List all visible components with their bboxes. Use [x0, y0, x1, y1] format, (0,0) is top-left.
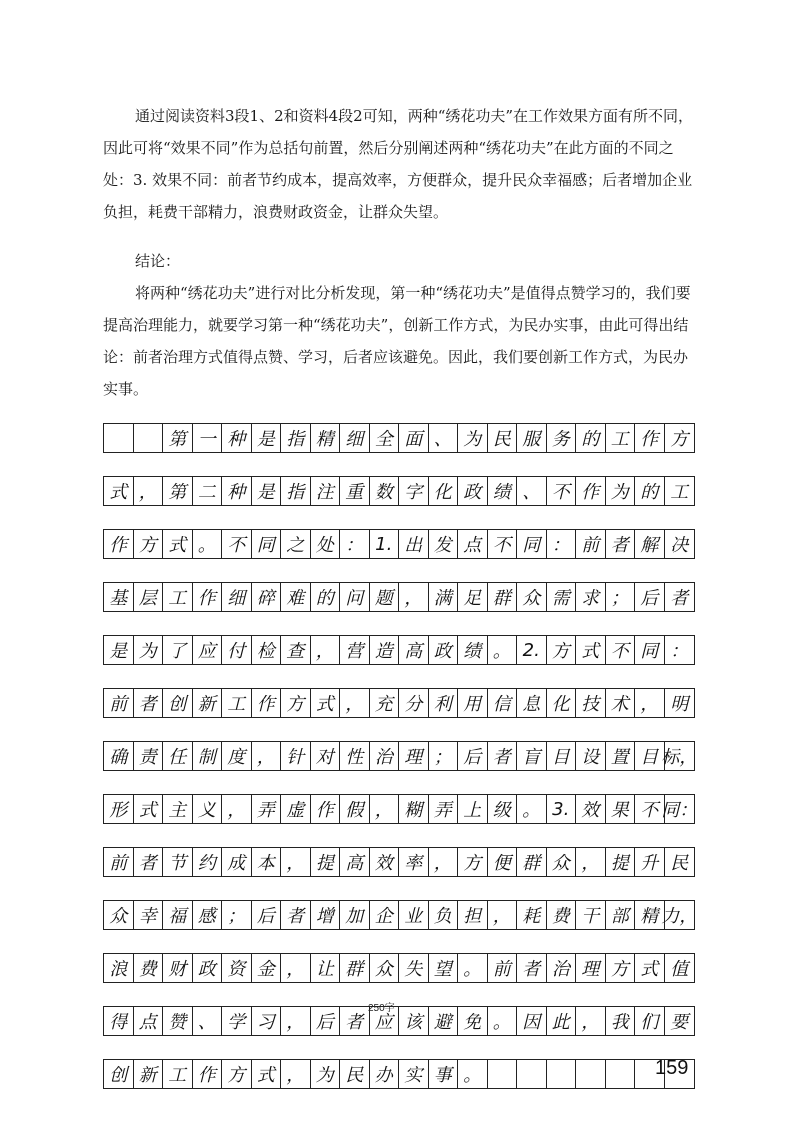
grid-cell: ， — [488, 901, 518, 929]
grid-cell: 求 — [576, 583, 606, 611]
grid-cell: 绩 — [488, 477, 518, 505]
grid-cell: 提 — [311, 848, 341, 876]
conclusion-label: 结论： — [135, 252, 181, 270]
grid-cell: 层 — [134, 583, 164, 611]
grid-cell: 成 — [222, 848, 252, 876]
grid-cell: 是 — [104, 636, 134, 664]
grid-cell: 失 — [399, 954, 429, 982]
grid-row — [103, 794, 698, 824]
grid-cell: ， — [281, 1007, 311, 1035]
grid-cell: 习 — [252, 1007, 282, 1035]
grid-cell: 者 — [134, 689, 164, 717]
grid-cell: 耗 — [517, 901, 547, 929]
grid-cell: 解 — [635, 530, 665, 558]
grid-cell: 数 — [370, 477, 400, 505]
grid-cell: 。 — [458, 1060, 488, 1088]
grid-cell: 们 — [635, 1007, 665, 1035]
grid-cell: 虚 — [281, 795, 311, 823]
grid-cell: 置 — [606, 742, 636, 770]
grid-cell: 方 — [670, 429, 689, 450]
grid-cell: 确 — [104, 742, 134, 770]
grid-cell: 新 — [134, 1060, 164, 1088]
grid-cell: 义 — [193, 795, 223, 823]
grid-cell: 者 — [606, 530, 636, 558]
grid-cell: 工 — [163, 1060, 193, 1088]
grid-cell: 设 — [576, 742, 606, 770]
grid-cell: 需 — [547, 583, 577, 611]
grid-cell: 营 — [340, 636, 370, 664]
grid-cell: ， — [576, 1007, 606, 1035]
grid-cell: 式 — [252, 1060, 282, 1088]
grid-cell: 望 — [429, 954, 459, 982]
grid-cell: 的 — [635, 477, 665, 505]
grid-cell: 方 — [547, 636, 577, 664]
grid-cell: ， — [311, 636, 341, 664]
grid-cell: 得 — [104, 1007, 134, 1035]
grid-cell: 二 — [193, 477, 223, 505]
grid-cell: 方 — [606, 954, 636, 982]
grid-cell: 全 — [370, 424, 400, 452]
grid-cell: 了 — [163, 636, 193, 664]
grid-cell: 的 — [576, 424, 606, 452]
grid-cell: 同 — [252, 530, 282, 558]
grid-cell: ， — [281, 1060, 311, 1088]
grid-cell: 为 — [606, 477, 636, 505]
grid-cell: 。 — [458, 954, 488, 982]
grid-cell: 点 — [134, 1007, 164, 1035]
grid-cell: 。 — [488, 636, 518, 664]
grid-cell: 值 — [670, 959, 689, 980]
grid-cell: ： — [340, 530, 370, 558]
grid-cell: ： — [670, 641, 689, 662]
grid-cell: 任 — [163, 742, 193, 770]
grid-cell: 治 — [547, 954, 577, 982]
grid-cell: 效 — [576, 795, 606, 823]
grid-cell: 不 — [547, 477, 577, 505]
grid-cell: 作 — [635, 424, 665, 452]
grid-cell: 便 — [488, 848, 518, 876]
grid-cell: 金 — [252, 954, 282, 982]
grid-cell: 不 — [222, 530, 252, 558]
grid-cell: 对 — [311, 742, 341, 770]
grid-cell: 是 — [252, 477, 282, 505]
grid-cell: 方 — [134, 530, 164, 558]
grid-cell: 部 — [606, 901, 636, 929]
grid-cell: 方 — [222, 1060, 252, 1088]
grid-cell: 后 — [458, 742, 488, 770]
grid-cell: 工 — [222, 689, 252, 717]
grid-cell: 度 — [222, 742, 252, 770]
grid-cell: 升 — [635, 848, 665, 876]
grid-cell — [134, 424, 164, 452]
grid-cell: 足 — [458, 583, 488, 611]
grid-cell: 用 — [458, 689, 488, 717]
grid-cell: 办 — [370, 1060, 400, 1088]
grid-cell: 点 — [458, 530, 488, 558]
grid-row — [103, 423, 695, 453]
grid-cell: 幸 — [134, 901, 164, 929]
grid-cell: 作 — [252, 689, 282, 717]
grid-cell: 因 — [517, 1007, 547, 1035]
grid-cell: 3. — [547, 795, 577, 823]
grid-cell: 政 — [429, 636, 459, 664]
grid-cell: 资 — [222, 954, 252, 982]
grid-cell: 为 — [134, 636, 164, 664]
grid-cell — [104, 424, 134, 452]
grid-cell: 方 — [281, 689, 311, 717]
grid-cell: 。 — [193, 530, 223, 558]
grid-cell: 应 — [370, 1007, 400, 1035]
grid-cell: ； — [429, 742, 459, 770]
grid-cell: 化 — [547, 689, 577, 717]
grid-cell: 干 — [576, 901, 606, 929]
grid-cell: 高 — [399, 636, 429, 664]
grid-cell: 充 — [370, 689, 400, 717]
grid-cell: 查 — [281, 636, 311, 664]
grid-cell: 前 — [488, 954, 518, 982]
grid-cell: ， — [635, 689, 665, 717]
grid-cell: 术 — [606, 689, 636, 717]
grid-cell: 感 — [193, 901, 223, 929]
grid-cell: 众 — [547, 848, 577, 876]
grid-cell: 分 — [399, 689, 429, 717]
grid-cell: 后 — [311, 1007, 341, 1035]
grid-cell: 高 — [340, 848, 370, 876]
grid-cell: 级 — [488, 795, 518, 823]
grid-cell: 民 — [670, 853, 689, 874]
grid-cell: 前 — [104, 689, 134, 717]
grid-cell: 式 — [104, 477, 134, 505]
grid-cell: 之 — [281, 530, 311, 558]
conclusion-paragraph: 将两种“绣花功夫”进行对比分析发现，第一种“绣花功夫”是值得点赞学习的，我们要提高治理能力，就要学习第一种“绣花功夫”，创新工作方式，为民办实事，由此可得出结论：前者治理方式值得点赞、学习，后者应该避免。因此，我们要创新工作方式，为民办实事。 — [103, 284, 691, 398]
grid-cell: 约 — [193, 848, 223, 876]
grid-cell: 息 — [517, 689, 547, 717]
grid-cell: 后 — [635, 583, 665, 611]
grid-cell: 作 — [104, 530, 134, 558]
grid-cell: 细 — [340, 424, 370, 452]
grid-cell: 创 — [163, 689, 193, 717]
grid-cell: 作 — [311, 795, 341, 823]
grid-cell: 众 — [104, 901, 134, 929]
page-number: 159 — [655, 1057, 689, 1079]
grid-cell: 要 — [670, 1012, 689, 1033]
grid-cell: 。 — [517, 795, 547, 823]
grid-cell: 付 — [222, 636, 252, 664]
grid-cell: 工 — [163, 583, 193, 611]
grid-cell: ， — [222, 795, 252, 823]
grid-cell: 前 — [576, 530, 606, 558]
grid-cell: 新 — [193, 689, 223, 717]
grid-row — [103, 900, 698, 930]
grid-cell: 第 — [163, 424, 193, 452]
grid-cell: 浪 — [104, 954, 134, 982]
grid-cell: 方 — [458, 848, 488, 876]
grid-cell: 者 — [281, 901, 311, 929]
grid-cell: 目 — [635, 742, 665, 770]
grid-cell: 为 — [311, 1060, 341, 1088]
grid-row — [103, 529, 695, 559]
grid-cell: 加 — [340, 901, 370, 929]
grid-cell: ， — [576, 848, 606, 876]
grid-cell: 费 — [134, 954, 164, 982]
grid-cell: 政 — [458, 477, 488, 505]
grid-cell: 前 — [104, 848, 134, 876]
grid-cell: 工 — [606, 424, 636, 452]
grid-cell: 制 — [193, 742, 223, 770]
grid-cell: 者 — [517, 954, 547, 982]
grid-cell: 增 — [311, 901, 341, 929]
grid-cell: 担 — [458, 901, 488, 929]
grid-cell: 业 — [399, 901, 429, 929]
grid-cell: 决 — [670, 535, 689, 556]
grid-cell: 技 — [576, 689, 606, 717]
grid-cell: 节 — [163, 848, 193, 876]
grid-row — [103, 847, 695, 877]
grid-cell: 治 — [370, 742, 400, 770]
grid-cell: 明 — [670, 694, 689, 715]
grid-cell: 精 — [311, 424, 341, 452]
grid-cell: 同 — [635, 636, 665, 664]
grid-cell: 弄 — [252, 795, 282, 823]
grid-cell: 1. — [370, 530, 400, 558]
grid-cell: 主 — [163, 795, 193, 823]
grid-cell: 一 — [193, 424, 223, 452]
grid-cell: 民 — [488, 424, 518, 452]
grid-cell: 为 — [458, 424, 488, 452]
grid-cell: 者 — [670, 588, 689, 609]
grid-cell: 政 — [193, 954, 223, 982]
grid-cell: 让 — [311, 954, 341, 982]
grid-cell: 众 — [370, 954, 400, 982]
grid-cell: 出 — [399, 530, 429, 558]
grid-cell: 指 — [281, 424, 311, 452]
grid-cell: 应 — [193, 636, 223, 664]
grid-cell: 力， — [661, 906, 698, 927]
grid-cell: 是 — [252, 424, 282, 452]
grid-cell: 不 — [488, 530, 518, 558]
grid-cell: 本 — [252, 848, 282, 876]
grid-cell — [606, 1060, 636, 1088]
grid-cell: ： — [547, 530, 577, 558]
grid-cell — [488, 1060, 518, 1088]
word-count: 250字 — [368, 1003, 395, 1014]
grid-cell: 重 — [340, 477, 370, 505]
grid-cell: 针 — [281, 742, 311, 770]
grid-row — [103, 476, 695, 506]
grid-row — [103, 1006, 695, 1036]
grid-cell: 不 — [635, 795, 665, 823]
grid-cell: 理 — [399, 742, 429, 770]
grid-cell: 作 — [576, 477, 606, 505]
grid-cell: 造 — [370, 636, 400, 664]
grid-cell — [576, 1060, 606, 1088]
grid-cell: 后 — [252, 901, 282, 929]
grid-cell: 式 — [635, 954, 665, 982]
grid-cell: 事 — [429, 1060, 459, 1088]
grid-cell: 碎 — [252, 583, 282, 611]
grid-row — [103, 953, 695, 983]
grid-cell: 。 — [488, 1007, 518, 1035]
grid-cell: 众 — [517, 583, 547, 611]
grid-cell: ， — [134, 477, 164, 505]
grid-cell: 同 — [517, 530, 547, 558]
grid-cell: 2. — [517, 636, 547, 664]
grid-cell: 理 — [576, 954, 606, 982]
grid-cell: 该 — [399, 1007, 429, 1035]
grid-cell: 形 — [104, 795, 134, 823]
grid-cell: 处 — [311, 530, 341, 558]
grid-cell: 种 — [222, 477, 252, 505]
grid-cell: 信 — [488, 689, 518, 717]
grid-cell: 标， — [661, 747, 698, 768]
grid-cell: 式 — [134, 795, 164, 823]
grid-cell: 财 — [163, 954, 193, 982]
grid-cell: 弄 — [429, 795, 459, 823]
grid-row — [103, 635, 695, 665]
grid-cell: 率 — [399, 848, 429, 876]
grid-row — [103, 741, 698, 771]
grid-cell: 难 — [281, 583, 311, 611]
grid-cell: 目 — [547, 742, 577, 770]
grid-cell: 作 — [193, 583, 223, 611]
grid-cell: 问 — [340, 583, 370, 611]
grid-cell: 、 — [429, 424, 459, 452]
grid-cell: ， — [370, 795, 400, 823]
grid-cell: 此 — [547, 1007, 577, 1035]
grid-cell: ， — [429, 848, 459, 876]
grid-cell: 面 — [399, 424, 429, 452]
grid-cell: 不 — [606, 636, 636, 664]
grid-cell: 同： — [661, 800, 698, 821]
grid-cell: 服 — [517, 424, 547, 452]
grid-cell: 者 — [488, 742, 518, 770]
grid-cell: 化 — [429, 477, 459, 505]
grid-cell: 式 — [163, 530, 193, 558]
grid-cell: 种 — [222, 424, 252, 452]
grid-cell: ， — [281, 954, 311, 982]
grid-cell: 实 — [399, 1060, 429, 1088]
grid-cell: ， — [252, 742, 282, 770]
grid-cell: 、 — [517, 477, 547, 505]
grid-cell: 满 — [429, 583, 459, 611]
grid-cell — [547, 1060, 577, 1088]
grid-cell: 提 — [606, 848, 636, 876]
grid-cell: 发 — [429, 530, 459, 558]
grid-cell: 我 — [606, 1007, 636, 1035]
grid-cell: 责 — [134, 742, 164, 770]
grid-cell: 检 — [252, 636, 282, 664]
analysis-paragraph: 通过阅读资料3段1、2和资料4段2可知，两种“绣花功夫”在工作效果方面有所不同，因此可将“效果不同”作为总括句前置，然后分别阐述两种“绣花功夫”在此方面的不同之处：3. 效果不同：前者节约成本，提高效率，方便群众，提升民众幸福感；后者增加企业负担，耗费干部精力，浪费财政资金，让群众失望。 — [103, 107, 694, 221]
grid-cell: 假 — [340, 795, 370, 823]
grid-cell: 性 — [340, 742, 370, 770]
grid-cell: 基 — [104, 583, 134, 611]
grid-cell: 利 — [429, 689, 459, 717]
grid-row — [103, 582, 695, 612]
grid-cell: 绩 — [458, 636, 488, 664]
grid-cell: ， — [340, 689, 370, 717]
grid-cell: 赞 — [163, 1007, 193, 1035]
grid-cell: 学 — [222, 1007, 252, 1035]
grid-cell: ； — [222, 901, 252, 929]
grid-cell: 上 — [458, 795, 488, 823]
grid-cell: 者 — [340, 1007, 370, 1035]
grid-cell: 的 — [311, 583, 341, 611]
grid-cell: 作 — [193, 1060, 223, 1088]
grid-cell: 群 — [488, 583, 518, 611]
grid-cell: 盲 — [517, 742, 547, 770]
grid-cell: 企 — [370, 901, 400, 929]
grid-cell: 免 — [458, 1007, 488, 1035]
grid-cell: 第 — [163, 477, 193, 505]
grid-cell: 群 — [517, 848, 547, 876]
grid-cell: 者 — [134, 848, 164, 876]
grid-row — [103, 1059, 695, 1089]
grid-cell: 糊 — [399, 795, 429, 823]
grid-cell: 式 — [311, 689, 341, 717]
grid-cell: 式 — [576, 636, 606, 664]
answer-grid — [103, 423, 698, 1112]
grid-cell: 务 — [547, 424, 577, 452]
grid-cell: 效 — [370, 848, 400, 876]
grid-row — [103, 688, 695, 718]
grid-cell: 精 — [635, 901, 665, 929]
grid-cell: 、 — [193, 1007, 223, 1035]
grid-cell: 字 — [399, 477, 429, 505]
grid-cell: 细 — [222, 583, 252, 611]
grid-cell: 题 — [370, 583, 400, 611]
grid-cell: ， — [281, 848, 311, 876]
grid-cell: 果 — [606, 795, 636, 823]
grid-cell: 工 — [670, 482, 689, 503]
grid-cell: 福 — [163, 901, 193, 929]
grid-cell: 指 — [281, 477, 311, 505]
grid-cell: 费 — [547, 901, 577, 929]
grid-cell: ； — [606, 583, 636, 611]
grid-cell: 注 — [311, 477, 341, 505]
grid-cell: 民 — [340, 1060, 370, 1088]
grid-cell: 群 — [340, 954, 370, 982]
grid-cell: 创 — [104, 1060, 134, 1088]
grid-cell: 避 — [429, 1007, 459, 1035]
grid-cell — [517, 1060, 547, 1088]
grid-cell: ， — [399, 583, 429, 611]
grid-cell: 负 — [429, 901, 459, 929]
